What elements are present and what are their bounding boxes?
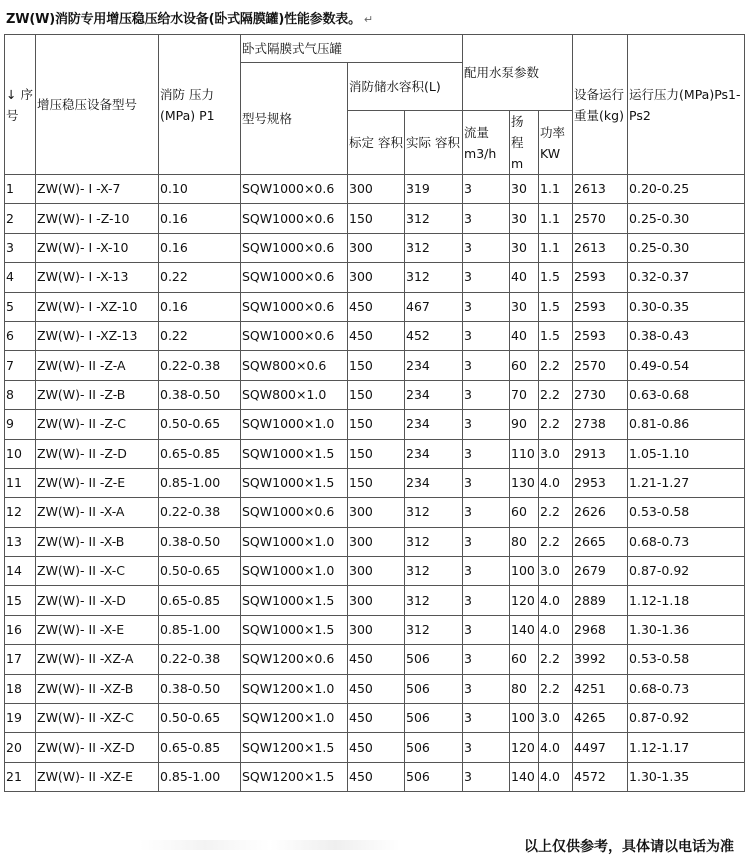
- cell-weight: 2679: [573, 557, 628, 586]
- cell-no: 5: [5, 292, 36, 321]
- cell-tank-spec: SQW800×0.6: [241, 351, 348, 380]
- cell-power: 2.2: [539, 351, 573, 380]
- cell-weight: 2570: [573, 204, 628, 233]
- cell-rated-volume: 300: [348, 615, 405, 644]
- cell-no: 21: [5, 762, 36, 791]
- cell-tank-spec: SQW1000×0.6: [241, 292, 348, 321]
- cell-no: 11: [5, 468, 36, 497]
- cell-head: 40: [510, 263, 539, 292]
- cell-actual-volume: 234: [405, 351, 463, 380]
- table-row: [5, 380, 745, 409]
- cell-tank-spec: SQW1000×1.0: [241, 557, 348, 586]
- cell-run-pressure: 0.81-0.86: [628, 410, 745, 439]
- cell-run-pressure: 0.25-0.30: [628, 233, 745, 262]
- cell-fire-pressure: 0.22-0.38: [159, 498, 241, 527]
- cell-rated-volume: 150: [348, 410, 405, 439]
- cell-run-pressure: 0.49-0.54: [628, 351, 745, 380]
- cell-rated-volume: 450: [348, 321, 405, 350]
- document-title: [6, 8, 373, 27]
- cell-rated-volume: 450: [348, 292, 405, 321]
- cell-model: ZW(W)- Ⅰ -X-13: [36, 263, 159, 292]
- cell-tank-spec: SQW1000×0.6: [241, 204, 348, 233]
- cell-head: 140: [510, 762, 539, 791]
- cell-model: ZW(W)- II -Z-E: [36, 468, 159, 497]
- cell-head: 130: [510, 468, 539, 497]
- cell-model: ZW(W)- Ⅰ -XZ-10: [36, 292, 159, 321]
- cell-model: ZW(W)- Ⅰ -XZ-13: [36, 321, 159, 350]
- cell-run-pressure: 0.87-0.92: [628, 557, 745, 586]
- cell-power: 2.2: [539, 498, 573, 527]
- cell-weight: 2570: [573, 351, 628, 380]
- cell-model: ZW(W)- II -X-A: [36, 498, 159, 527]
- cell-weight: 4251: [573, 674, 628, 703]
- cell-run-pressure: 0.68-0.73: [628, 674, 745, 703]
- cell-fire-pressure: 0.65-0.85: [159, 439, 241, 468]
- cell-tank-spec: SQW1000×0.6: [241, 263, 348, 292]
- table-row: [5, 439, 745, 468]
- cell-rated-volume: 450: [348, 645, 405, 674]
- cell-flow: 3: [463, 410, 510, 439]
- cell-fire-pressure: 0.85-1.00: [159, 468, 241, 497]
- table-row: [5, 233, 745, 262]
- cell-power: 1.1: [539, 233, 573, 262]
- table-row: [5, 468, 745, 497]
- cell-no: 7: [5, 351, 36, 380]
- cell-actual-volume: 312: [405, 527, 463, 556]
- table-row: [5, 410, 745, 439]
- cell-actual-volume: 467: [405, 292, 463, 321]
- cell-model: ZW(W)- II -Z-C: [36, 410, 159, 439]
- cell-power: 1.1: [539, 175, 573, 204]
- cell-fire-pressure: 0.50-0.65: [159, 557, 241, 586]
- table-row: [5, 762, 745, 791]
- cell-rated-volume: 300: [348, 527, 405, 556]
- cell-model: ZW(W)- II -Z-B: [36, 380, 159, 409]
- table-header: [5, 35, 745, 175]
- cell-model: ZW(W)- II -XZ-B: [36, 674, 159, 703]
- cell-actual-volume: 506: [405, 733, 463, 762]
- cell-tank-spec: SQW1000×0.6: [241, 233, 348, 262]
- scan-artifact: [140, 840, 400, 850]
- cell-flow: 3: [463, 527, 510, 556]
- cell-weight: 2913: [573, 439, 628, 468]
- cell-tank-spec: SQW1000×1.5: [241, 468, 348, 497]
- cell-fire-pressure: 0.22-0.38: [159, 351, 241, 380]
- cell-run-pressure: 0.63-0.68: [628, 380, 745, 409]
- header-tank-group: 卧式隔膜式气压罐: [241, 35, 463, 63]
- cell-head: 30: [510, 175, 539, 204]
- cell-rated-volume: 300: [348, 233, 405, 262]
- cell-model: ZW(W)- II -XZ-A: [36, 645, 159, 674]
- cell-flow: 3: [463, 175, 510, 204]
- cell-fire-pressure: 0.50-0.65: [159, 704, 241, 733]
- cell-fire-pressure: 0.16: [159, 292, 241, 321]
- cell-head: 80: [510, 674, 539, 703]
- cell-no: 9: [5, 410, 36, 439]
- cell-head: 60: [510, 498, 539, 527]
- cell-actual-volume: 312: [405, 557, 463, 586]
- cell-actual-volume: 506: [405, 645, 463, 674]
- cell-rated-volume: 150: [348, 468, 405, 497]
- cell-run-pressure: 0.32-0.37: [628, 263, 745, 292]
- header-model: 增压稳压设备型号: [36, 35, 159, 175]
- cell-flow: 3: [463, 733, 510, 762]
- cell-tank-spec: SQW1000×0.6: [241, 175, 348, 204]
- table-row: [5, 498, 745, 527]
- cell-no: 3: [5, 233, 36, 262]
- table-row: [5, 615, 745, 644]
- cell-flow: 3: [463, 292, 510, 321]
- cell-head: 100: [510, 557, 539, 586]
- cell-run-pressure: 0.30-0.35: [628, 292, 745, 321]
- cell-run-pressure: 0.25-0.30: [628, 204, 745, 233]
- cell-actual-volume: 312: [405, 615, 463, 644]
- cell-power: 1.5: [539, 292, 573, 321]
- cell-run-pressure: 1.12-1.18: [628, 586, 745, 615]
- cell-model: ZW(W)- Ⅰ -X-7: [36, 175, 159, 204]
- cell-power: 1.1: [539, 204, 573, 233]
- table-row: [5, 175, 745, 204]
- cell-model: ZW(W)- II -Z-A: [36, 351, 159, 380]
- cell-model: ZW(W)- II -XZ-C: [36, 704, 159, 733]
- cell-power: 2.2: [539, 380, 573, 409]
- cell-head: 30: [510, 204, 539, 233]
- cell-weight: 2665: [573, 527, 628, 556]
- cell-fire-pressure: 0.16: [159, 204, 241, 233]
- cell-tank-spec: SQW800×1.0: [241, 380, 348, 409]
- cell-model: ZW(W)- II -X-C: [36, 557, 159, 586]
- cell-run-pressure: 1.21-1.27: [628, 468, 745, 497]
- cell-tank-spec: SQW1000×0.6: [241, 498, 348, 527]
- cell-weight: 2968: [573, 615, 628, 644]
- cell-tank-spec: SQW1200×1.0: [241, 674, 348, 703]
- cell-flow: 3: [463, 351, 510, 380]
- cell-power: 2.2: [539, 674, 573, 703]
- cell-fire-pressure: 0.10: [159, 175, 241, 204]
- table-row: [5, 321, 745, 350]
- cell-weight: 2593: [573, 292, 628, 321]
- cell-rated-volume: 300: [348, 498, 405, 527]
- cell-fire-pressure: 0.38-0.50: [159, 380, 241, 409]
- cell-rated-volume: 150: [348, 351, 405, 380]
- cell-no: 13: [5, 527, 36, 556]
- cell-rated-volume: 450: [348, 762, 405, 791]
- cell-power: 4.0: [539, 615, 573, 644]
- cell-run-pressure: 0.20-0.25: [628, 175, 745, 204]
- cell-actual-volume: 312: [405, 586, 463, 615]
- cell-head: 60: [510, 351, 539, 380]
- cell-weight: 2593: [573, 263, 628, 292]
- table-row: [5, 292, 745, 321]
- table-row: [5, 586, 745, 615]
- cell-model: ZW(W)- II -XZ-E: [36, 762, 159, 791]
- header-storage-group: 消防储水容积(L): [348, 63, 463, 111]
- table-row: [5, 351, 745, 380]
- cell-power: 4.0: [539, 586, 573, 615]
- cell-head: 60: [510, 645, 539, 674]
- cell-model: ZW(W)- II -X-E: [36, 615, 159, 644]
- cell-rated-volume: 450: [348, 733, 405, 762]
- cell-flow: 3: [463, 615, 510, 644]
- cell-fire-pressure: 0.85-1.00: [159, 615, 241, 644]
- cell-no: 16: [5, 615, 36, 644]
- cell-weight: 2626: [573, 498, 628, 527]
- table-row: [5, 557, 745, 586]
- cell-no: 15: [5, 586, 36, 615]
- cell-flow: 3: [463, 439, 510, 468]
- cell-power: 4.0: [539, 733, 573, 762]
- cell-rated-volume: 300: [348, 586, 405, 615]
- cell-head: 140: [510, 615, 539, 644]
- cell-fire-pressure: 0.65-0.85: [159, 733, 241, 762]
- cell-model: ZW(W)- II -Z-D: [36, 439, 159, 468]
- cell-actual-volume: 234: [405, 380, 463, 409]
- cell-model: ZW(W)- Ⅰ -Z-10: [36, 204, 159, 233]
- cell-rated-volume: 300: [348, 557, 405, 586]
- table-row: [5, 204, 745, 233]
- cell-head: 30: [510, 292, 539, 321]
- cell-rated-volume: 150: [348, 380, 405, 409]
- cell-no: 20: [5, 733, 36, 762]
- cell-head: 120: [510, 586, 539, 615]
- cell-flow: 3: [463, 498, 510, 527]
- cell-run-pressure: 0.87-0.92: [628, 704, 745, 733]
- footer-note: 以上仅供参考，具体请以电话为准: [524, 839, 734, 855]
- cell-head: 70: [510, 380, 539, 409]
- cell-power: 3.0: [539, 557, 573, 586]
- cell-fire-pressure: 0.38-0.50: [159, 527, 241, 556]
- cell-tank-spec: SQW1200×1.5: [241, 762, 348, 791]
- cell-head: 90: [510, 410, 539, 439]
- cell-power: 3.0: [539, 704, 573, 733]
- cell-no: 14: [5, 557, 36, 586]
- cell-head: 110: [510, 439, 539, 468]
- cell-fire-pressure: 0.65-0.85: [159, 586, 241, 615]
- cell-model: ZW(W)- II -X-B: [36, 527, 159, 556]
- cell-run-pressure: 1.30-1.35: [628, 762, 745, 791]
- cell-tank-spec: SQW1000×1.5: [241, 615, 348, 644]
- cell-head: 120: [510, 733, 539, 762]
- cell-head: 80: [510, 527, 539, 556]
- table-row: [5, 704, 745, 733]
- cell-flow: 3: [463, 263, 510, 292]
- cell-no: 19: [5, 704, 36, 733]
- cell-power: 1.5: [539, 321, 573, 350]
- cell-head: 100: [510, 704, 539, 733]
- header-power: 功率 KW: [539, 111, 573, 175]
- header-fire-pressure: 消防 压力(MPa) P1: [159, 35, 241, 175]
- cell-weight: 2738: [573, 410, 628, 439]
- cell-weight: 2953: [573, 468, 628, 497]
- header-seq: ↓ 序号: [5, 35, 36, 175]
- cell-actual-volume: 506: [405, 762, 463, 791]
- cell-weight: 2730: [573, 380, 628, 409]
- cell-rated-volume: 450: [348, 704, 405, 733]
- cell-run-pressure: 1.05-1.10: [628, 439, 745, 468]
- header-weight: 设备运行重量(kg): [573, 35, 628, 175]
- cell-tank-spec: SQW1200×0.6: [241, 645, 348, 674]
- header-flow: 流量 m3/h: [463, 111, 510, 175]
- cell-no: 1: [5, 175, 36, 204]
- cell-tank-spec: SQW1000×1.0: [241, 527, 348, 556]
- cell-rated-volume: 150: [348, 204, 405, 233]
- cell-weight: 2889: [573, 586, 628, 615]
- cell-weight: 2613: [573, 175, 628, 204]
- cell-power: 2.2: [539, 645, 573, 674]
- cell-weight: 4265: [573, 704, 628, 733]
- cell-tank-spec: SQW1200×1.5: [241, 733, 348, 762]
- cell-no: 2: [5, 204, 36, 233]
- cell-fire-pressure: 0.50-0.65: [159, 410, 241, 439]
- cell-no: 6: [5, 321, 36, 350]
- cell-rated-volume: 150: [348, 439, 405, 468]
- cell-fire-pressure: 0.22: [159, 263, 241, 292]
- cell-run-pressure: 0.38-0.43: [628, 321, 745, 350]
- cell-flow: 3: [463, 586, 510, 615]
- cell-actual-volume: 506: [405, 704, 463, 733]
- cell-run-pressure: 0.53-0.58: [628, 498, 745, 527]
- title-text: ZW(W)消防专用增压稳压给水设备(卧式隔膜罐)性能参数表。: [6, 12, 361, 27]
- cell-tank-spec: SQW1000×1.5: [241, 439, 348, 468]
- cell-run-pressure: 0.53-0.58: [628, 645, 745, 674]
- cell-actual-volume: 234: [405, 468, 463, 497]
- cell-fire-pressure: 0.16: [159, 233, 241, 262]
- cell-fire-pressure: 0.38-0.50: [159, 674, 241, 703]
- cell-power: 1.5: [539, 263, 573, 292]
- cell-fire-pressure: 0.22-0.38: [159, 645, 241, 674]
- cell-fire-pressure: 0.22: [159, 321, 241, 350]
- cell-actual-volume: 312: [405, 263, 463, 292]
- table-row: [5, 733, 745, 762]
- cell-flow: 3: [463, 468, 510, 497]
- cell-flow: 3: [463, 762, 510, 791]
- cell-no: 17: [5, 645, 36, 674]
- cell-run-pressure: 1.12-1.17: [628, 733, 745, 762]
- cell-flow: 3: [463, 380, 510, 409]
- table-row: [5, 674, 745, 703]
- header-actual-volume: 实际 容积: [405, 111, 463, 175]
- cell-power: 2.2: [539, 527, 573, 556]
- cell-rated-volume: 300: [348, 263, 405, 292]
- table-row: [5, 263, 745, 292]
- cell-head: 30: [510, 233, 539, 262]
- cell-power: 4.0: [539, 468, 573, 497]
- table-row: [5, 645, 745, 674]
- cell-actual-volume: 234: [405, 410, 463, 439]
- cell-no: 12: [5, 498, 36, 527]
- cell-actual-volume: 312: [405, 204, 463, 233]
- cell-no: 8: [5, 380, 36, 409]
- cell-power: 4.0: [539, 762, 573, 791]
- cell-weight: 3992: [573, 645, 628, 674]
- cell-model: ZW(W)- Ⅰ -X-10: [36, 233, 159, 262]
- header-run-pressure: 运行压力(MPa)Ps1-Ps2: [628, 35, 745, 175]
- cell-run-pressure: 1.30-1.36: [628, 615, 745, 644]
- cell-weight: 2593: [573, 321, 628, 350]
- cell-fire-pressure: 0.85-1.00: [159, 762, 241, 791]
- table-row: [5, 527, 745, 556]
- cell-power: 2.2: [539, 410, 573, 439]
- cell-weight: 2613: [573, 233, 628, 262]
- cell-no: 4: [5, 263, 36, 292]
- cell-flow: 3: [463, 674, 510, 703]
- return-mark: ↵: [363, 13, 373, 26]
- cell-tank-spec: SQW1200×1.0: [241, 704, 348, 733]
- cell-flow: 3: [463, 557, 510, 586]
- cell-actual-volume: 506: [405, 674, 463, 703]
- header-head: 扬 程 m: [510, 111, 539, 175]
- cell-weight: 4572: [573, 762, 628, 791]
- cell-actual-volume: 312: [405, 498, 463, 527]
- cell-tank-spec: SQW1000×0.6: [241, 321, 348, 350]
- spec-table: [4, 34, 745, 792]
- cell-weight: 4497: [573, 733, 628, 762]
- cell-actual-volume: 312: [405, 233, 463, 262]
- cell-power: 3.0: [539, 439, 573, 468]
- cell-run-pressure: 0.68-0.73: [628, 527, 745, 556]
- cell-flow: 3: [463, 233, 510, 262]
- cell-tank-spec: SQW1000×1.0: [241, 410, 348, 439]
- table-body: [5, 175, 745, 792]
- cell-rated-volume: 300: [348, 175, 405, 204]
- cell-no: 18: [5, 674, 36, 703]
- cell-head: 40: [510, 321, 539, 350]
- cell-actual-volume: 452: [405, 321, 463, 350]
- cell-model: ZW(W)- II -X-D: [36, 586, 159, 615]
- cell-no: 10: [5, 439, 36, 468]
- cell-flow: 3: [463, 645, 510, 674]
- cell-actual-volume: 319: [405, 175, 463, 204]
- header-rated-volume: 标定 容积: [348, 111, 405, 175]
- cell-flow: 3: [463, 704, 510, 733]
- cell-tank-spec: SQW1000×1.5: [241, 586, 348, 615]
- header-pump-group: 配用水泵参数: [463, 35, 573, 111]
- cell-model: ZW(W)- II -XZ-D: [36, 733, 159, 762]
- header-tank-spec: 型号规格: [241, 63, 348, 175]
- cell-flow: 3: [463, 204, 510, 233]
- cell-rated-volume: 450: [348, 674, 405, 703]
- cell-flow: 3: [463, 321, 510, 350]
- cell-actual-volume: 234: [405, 439, 463, 468]
